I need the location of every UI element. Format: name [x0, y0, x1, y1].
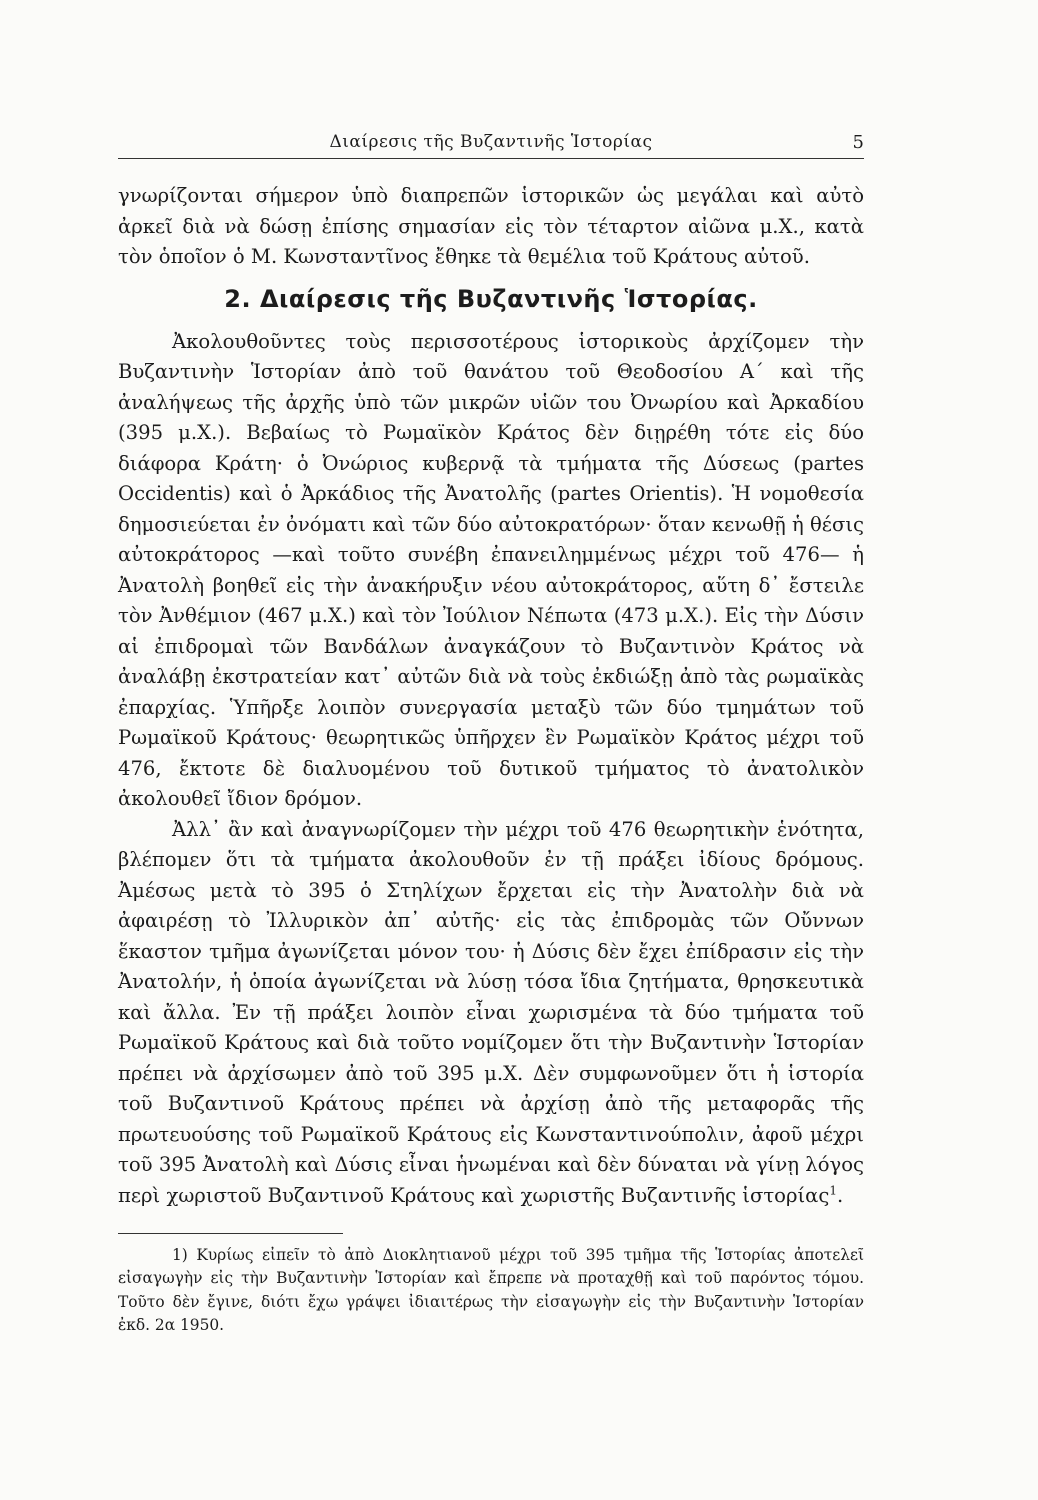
section-heading: 2. Διαίρεσις τῆς Βυζαντινῆς Ἱστορίας. [224, 284, 758, 313]
page-body [118, 181, 864, 1211]
paragraph: Ἀκολουθοῦντες τοὺς περισσοτέρους ἱστορικοὺς ἀρχίζομεν τὴν Βυζαντινὴν Ἱστορίαν ἀπὸ τοῦ θανάτου τοῦ Θεοδοσίου Α΄ καὶ τῆς ἀναλήψεως τῆς ἀρχῆς ὑπὸ τῶν μικρῶν υἱῶν του Ὀνωρίου καὶ Ἀρκαδίου (395 μ.Χ.). Βεβαίως τὸ Ρωμαϊκὸν Κράτος δὲν διῃρέθη τότε εἰς δύο διάφορα Κράτη· ὁ Ὀνώριος κυβερνᾷ τὰ τμήματα τῆς Δύσεως (partes Occidentis) καὶ ὁ Ἀρκάδιος τῆς Ἀνατολῆς (partes Orientis). Ἡ νομοθεσία δημοσιεύεται ἐν ὀνόματι καὶ τῶν δύο αὐτοκρατόρων· ὅταν κενωθῇ ἡ θέσις αὐτοκράτορος —καὶ τοῦτο συνέβη ἐπανειλημμένως μέχρι τοῦ 476— ἡ Ἀνατολὴ βοηθεῖ εἰς τὴν ἀνακήρυξιν νέου αὐτοκράτορος, αὕτη δ᾽ ἔστειλε τὸν Ἀνθέμιον (467 μ.Χ.) καὶ τὸν Ἰούλιον Νέπωτα (473 μ.Χ.). Εἰς τὴν Δύσιν αἱ ἐπιδρομαὶ τῶν Βανδάλων ἀναγκάζουν τὸ Βυζαντινὸν Κράτος νὰ ἀναλάβῃ ἐκστρατείαν κατ᾽ αὐτῶν διὰ νὰ τοὺς ἐκδιώξῃ ἀπὸ τὰς ρωμαϊκὰς ἐπαρχίας. Ὑπῆρξε λοιπὸν συνεργασία μεταξὺ τῶν δύο τμημάτων τοῦ Ρωμαϊκοῦ Κράτους· θεωρητικῶς ὑπῆρχεν ἓν Ρωμαϊκὸν Κράτος μέχρι τοῦ 476, ἔκτοτε δὲ διαλυομένου τοῦ δυτικοῦ τμήματος τὸ ἀνατολικὸν ἀκολουθεῖ ἴδιον δρόμον. [118, 329, 864, 810]
page-number: 5 [852, 132, 864, 153]
footnote-marker: 1 [829, 1182, 838, 1197]
paragraph-end: . [837, 1183, 844, 1207]
footnote-divider [118, 1233, 343, 1234]
footnote: 1) Κυρίως εἰπεῖν τὸ ἀπὸ Διοκλητιανοῦ μέχρι τοῦ 395 τμῆμα τῆς Ἱστορίας ἀποτελεῖ εἰσαγωγὴν εἰς τὴν Βυζαντινὴν Ἱστορίαν καὶ ἔπρεπε νὰ προταχθῇ καὶ τοῦ παρόντος τόμου. Τοῦτο δὲν ἔγινε, διότι ἔχω γράψει ἰδιαιτέρως τὴν εἰσαγωγὴν εἰς τὴν Βυζαντινὴν Ἱστορίαν ἐκδ. 2α 1950. [118, 1246, 864, 1335]
running-title: Διαίρεσις τῆς Βυζαντινῆς Ἱστορίας [329, 132, 653, 152]
paragraph [118, 815, 864, 1212]
paragraph-continuation: γνωρίζονται σήμερον ὑπὸ διαπρεπῶν ἱστορικῶν ὡς μεγάλαι καὶ αὐτὸ ἀρκεῖ διὰ νὰ δώσῃ ἐπίσης σημασίαν εἰς τὸν τέταρτον αἰῶνα μ.Χ., κατὰ τὸν ὁποῖον ὁ Μ. Κωνσταντῖνος ἔθηκε τὰ θεμέλια τοῦ Κράτους αὐτοῦ. [118, 184, 864, 268]
running-header [118, 128, 864, 159]
paragraph-text: Ἀλλ᾽ ἂν καὶ ἀναγνωρίζομεν τὴν μέχρι τοῦ 476 θεωρητικὴν ἑνότητα, βλέπομεν ὅτι τὰ τμήματα ἀκολουθοῦν ἐν τῇ πράξει ἰδίους δρόμους. Ἀμέσως μετὰ τὸ 395 ὁ Στηλίχων ἔρχεται εἰς τὴν Ἀνατολὴν διὰ νὰ ἀφαιρέσῃ τὸ Ἰλλυρικὸν ἀπ᾽ αὐτῆς· εἰς τὰς ἐπιδρομὰς τῶν Οὔννων ἕκαστον τμῆμα ἀγωνίζεται μόνον του· ἡ Δύσις δὲν ἔχει ἐπίδρασιν εἰς τὴν Ἀνατολήν, ἡ ὁποία ἀγωνίζεται νὰ λύσῃ τόσα ἴδια ζητήματα, θρησκευτικὰ καὶ ἄλλα. Ἐν τῇ πράξει λοιπὸν εἶναι χωρισμένα τὰ δύο τμήματα τοῦ Ρωμαϊκοῦ Κράτους καὶ διὰ τοῦτο νομίζομεν ὅτι τὴν Βυζαντινὴν Ἱστορίαν πρέπει νὰ ἀρχίσωμεν ἀπὸ τοῦ 395 μ.Χ. Δὲν συμφωνοῦμεν ὅτι ἡ ἱστορία τοῦ Βυζαντινοῦ Κράτους πρέπει νὰ ἀρχίσῃ ἀπὸ τῆς μεταφορᾶς τῆς πρωτευούσης τοῦ Ρωμαϊκοῦ Κράτους εἰς Κωνσταντινούπολιν, ἀφοῦ μέχρι τοῦ 395 Ἀνατολὴ καὶ Δύσις εἶναι ἡνωμέναι καὶ δὲν δύναται νὰ γίνῃ λόγος περὶ χωριστοῦ Βυζαντινοῦ Κράτους καὶ χωριστῆς Βυζαντινῆς ἱστορίας [118, 817, 864, 1207]
book-page [118, 128, 864, 1338]
